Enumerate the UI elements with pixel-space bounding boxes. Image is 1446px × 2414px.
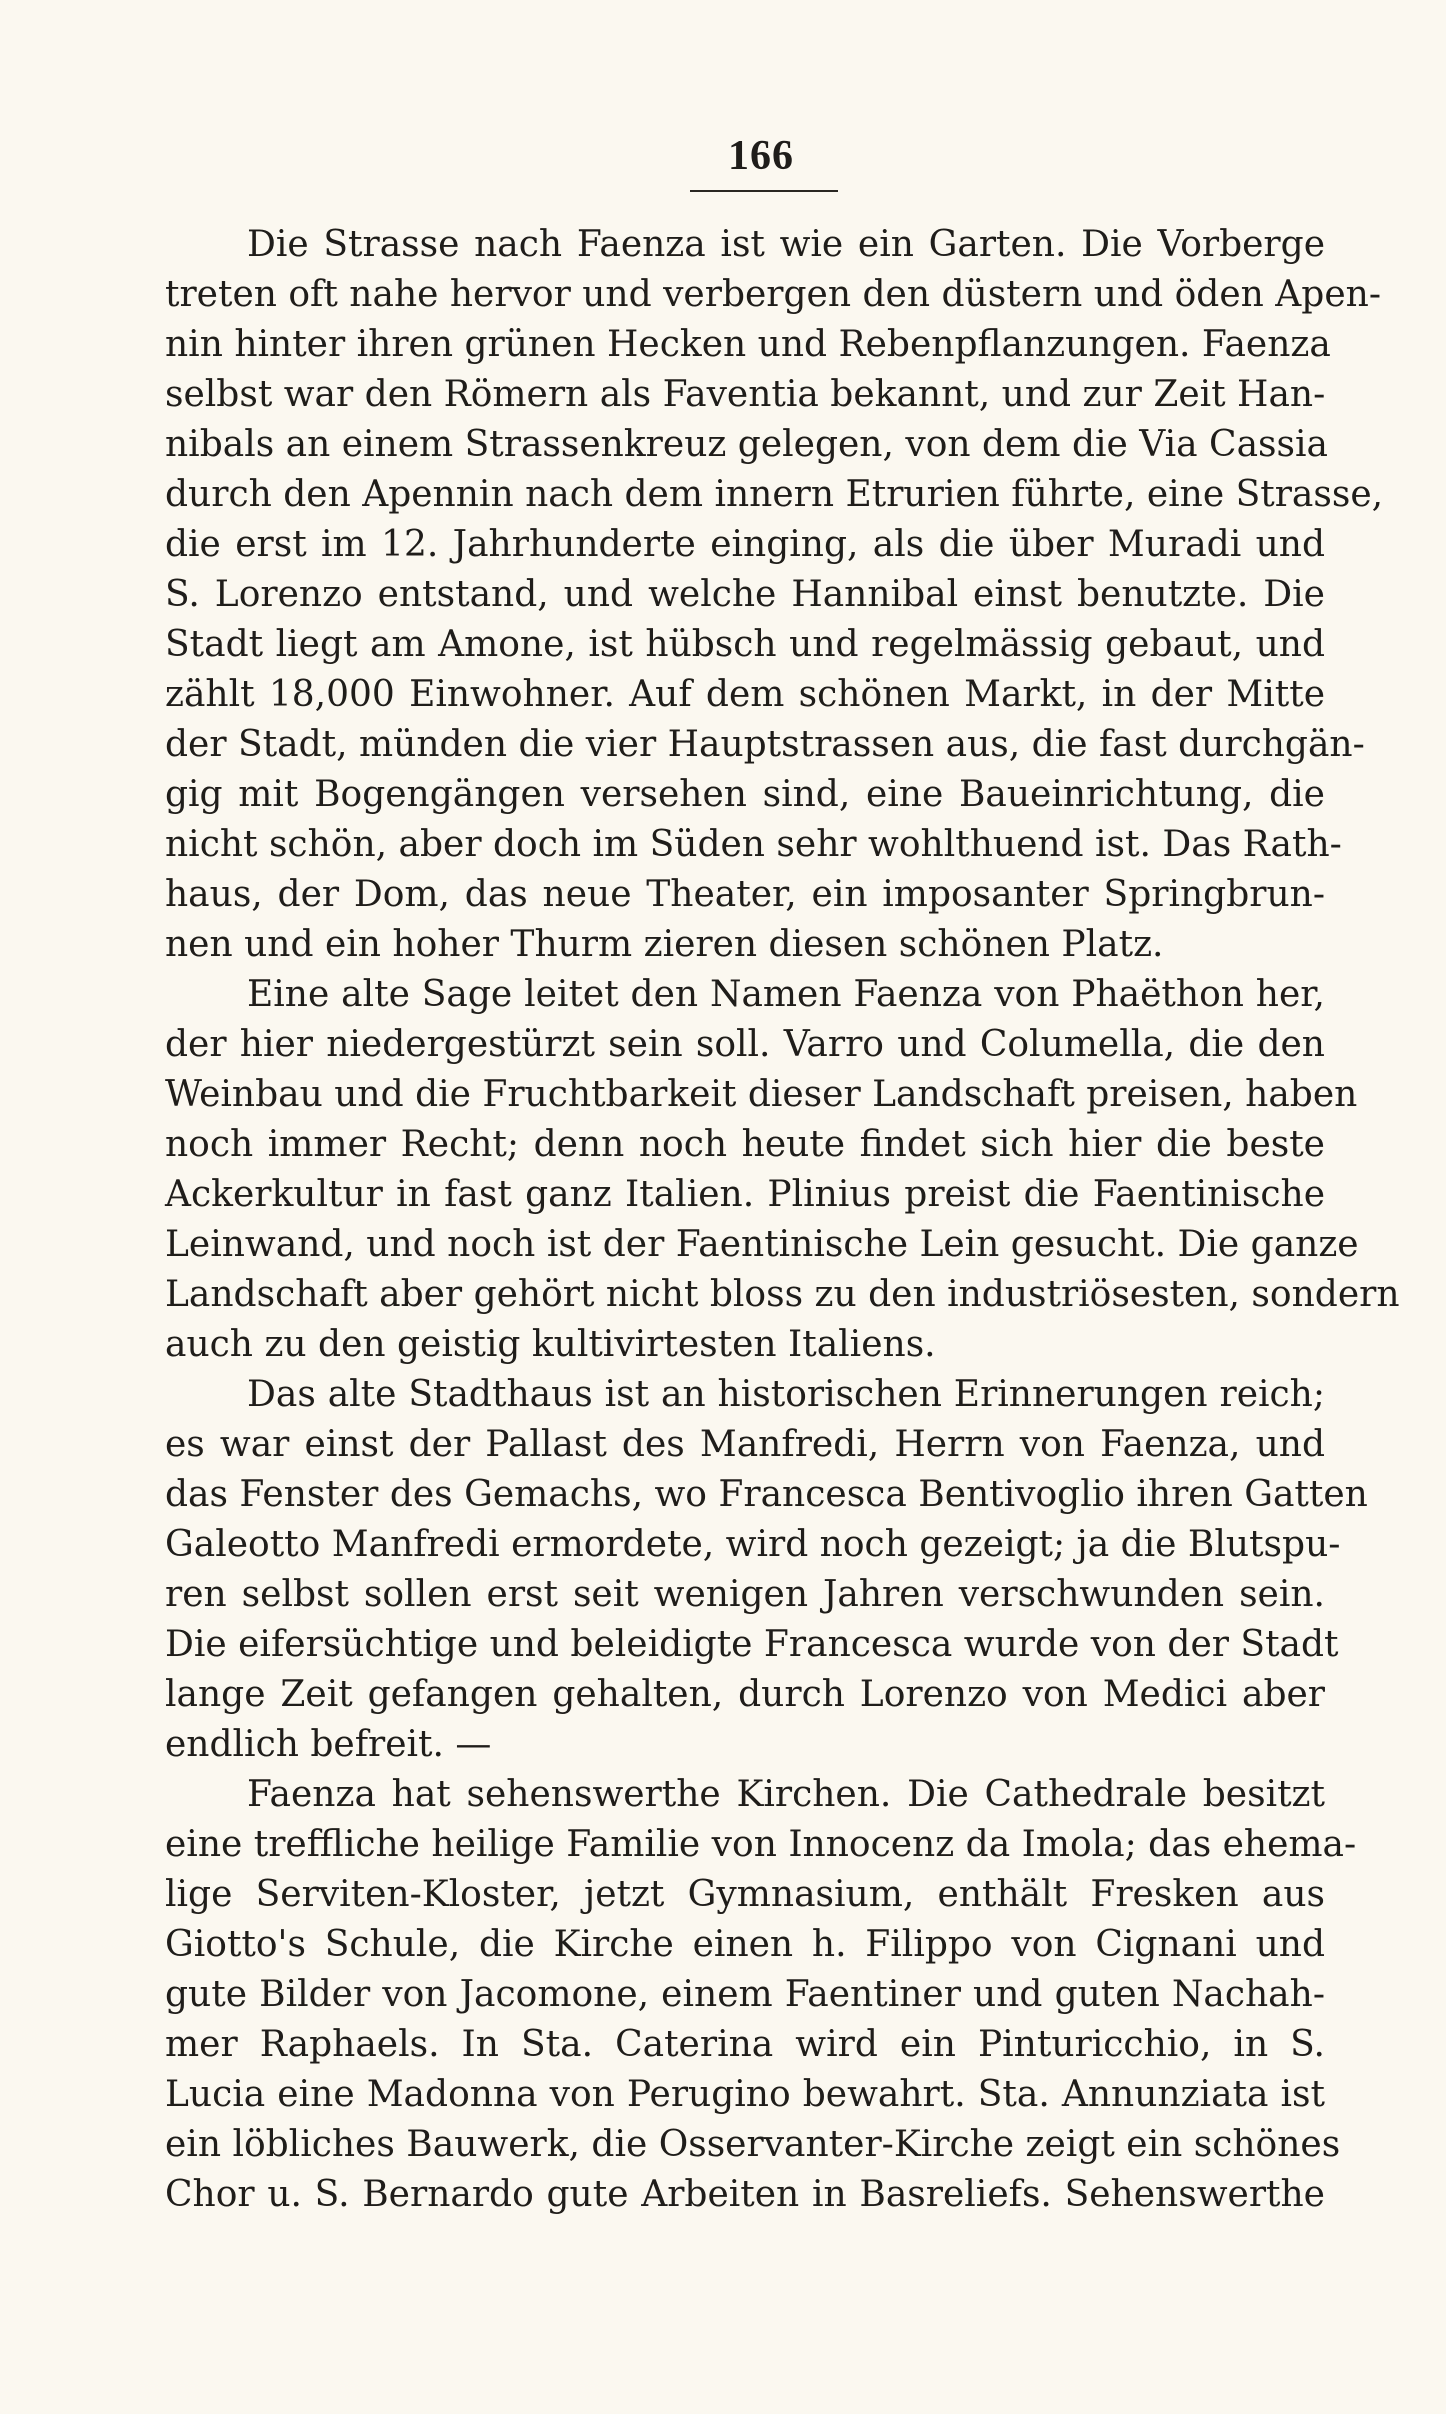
text-line: zählt 18,000 Einwohner. Auf dem schönen Markt, in der Mitte <box>165 674 1325 715</box>
text-line: Das alte Stadthaus ist an historischen Erinnerungen reich; <box>247 1374 1325 1415</box>
text-line: Chor u. S. Bernardo gute Arbeiten in Basreliefs. Sehenswerthe <box>165 2174 1325 2215</box>
text-line: das Fenster des Gemachs, wo Francesca Bentivoglio ihren Gatten <box>165 1474 1368 1515</box>
text-line: Faenza hat sehenswerthe Kirchen. Die Cathedrale besitzt <box>247 1774 1325 1815</box>
text-line: nin hinter ihren grünen Hecken und Rebenpflanzungen. Faenza <box>165 324 1331 365</box>
text-line: Stadt liegt am Amone, ist hübsch und regelmässig gebaut, und <box>165 624 1325 665</box>
text-line: S. Lorenzo entstand, und welche Hannibal einst benutzte. Die <box>165 574 1325 615</box>
text-line: mer Raphaels. In Sta. Caterina wird ein Pinturicchio, in S. <box>165 2024 1325 2065</box>
text-line: Giotto's Schule, die Kirche einen h. Filippo von Cignani und <box>165 1924 1325 1965</box>
text-line: Die Strasse nach Faenza ist wie ein Garten. Die Vorberge <box>247 224 1325 265</box>
text-line: haus, der Dom, das neue Theater, ein imposanter Springbrun- <box>165 874 1325 915</box>
text-line: endlich befreit. — <box>165 1724 492 1765</box>
header-rule <box>690 190 838 192</box>
text-line: lige Serviten-Kloster, jetzt Gymnasium, enthält Fresken aus <box>165 1874 1325 1915</box>
text-line: nibals an einem Strassenkreuz gelegen, von dem die Via Cassia <box>165 424 1328 465</box>
text-line: gig mit Bogengängen versehen sind, eine Baueinrichtung, die <box>165 774 1325 815</box>
text-line: Eine alte Sage leitet den Namen Faenza von Phaëthon her, <box>247 974 1325 1015</box>
text-line: noch immer Recht; denn noch heute findet sich hier die beste <box>165 1124 1325 1165</box>
text-line: gute Bilder von Jacomone, einem Faentiner und guten Nachah- <box>165 1974 1325 2015</box>
text-line: die erst im 12. Jahrhunderte einging, als die über Muradi und <box>165 524 1325 565</box>
text-line: ein löbliches Bauwerk, die Osservanter-Kirche zeigt ein schönes <box>165 2124 1341 2165</box>
text-line: Weinbau und die Fruchtbarkeit dieser Landschaft preisen, haben <box>165 1074 1358 1115</box>
text-line: durch den Apennin nach dem innern Etrurien führte, eine Strasse, <box>165 474 1384 515</box>
text-line: nen und ein hoher Thurm zieren diesen schönen Platz. <box>165 924 1164 965</box>
text-line: nicht schön, aber doch im Süden sehr wohlthuend ist. Das Rath- <box>165 824 1342 865</box>
text-line: Galeotto Manfredi ermordete, wird noch gezeigt; ja die Blutspu- <box>165 1524 1341 1565</box>
text-line: Ackerkultur in fast ganz Italien. Plinius preist die Faentinische <box>165 1174 1325 1215</box>
text-line: Die eifersüchtige und beleidigte Francesca wurde von der Stadt <box>165 1624 1339 1665</box>
text-line: der Stadt, münden die vier Hauptstrassen aus, die fast durchgän- <box>165 724 1365 765</box>
text-line: selbst war den Römern als Faventia bekannt, und zur Zeit Han- <box>165 374 1326 415</box>
text-line: lange Zeit gefangen gehalten, durch Lorenzo von Medici aber <box>165 1674 1325 1715</box>
body-text <box>165 220 1400 2220</box>
page-number: 166 <box>728 133 794 179</box>
text-line: treten oft nahe hervor und verbergen den düstern und öden Apen- <box>165 274 1381 315</box>
text-line: Lucia eine Madonna von Perugino bewahrt. Sta. Annunziata ist <box>165 2074 1325 2115</box>
text-line: auch zu den geistig kultivirtesten Italiens. <box>165 1324 936 1365</box>
text-line: eine treffliche heilige Familie von Innocenz da Imola; das ehema- <box>165 1824 1357 1865</box>
text-line: der hier niedergestürzt sein soll. Varro und Columella, die den <box>165 1024 1325 1065</box>
text-line: es war einst der Pallast des Manfredi, Herrn von Faenza, und <box>165 1424 1325 1465</box>
text-line: ren selbst sollen erst seit wenigen Jahren verschwunden sein. <box>165 1574 1325 1615</box>
text-line: Landschaft aber gehört nicht bloss zu den industriösesten, sondern <box>165 1274 1400 1315</box>
text-line: Leinwand, und noch ist der Faentinische Lein gesucht. Die ganze <box>165 1224 1359 1265</box>
